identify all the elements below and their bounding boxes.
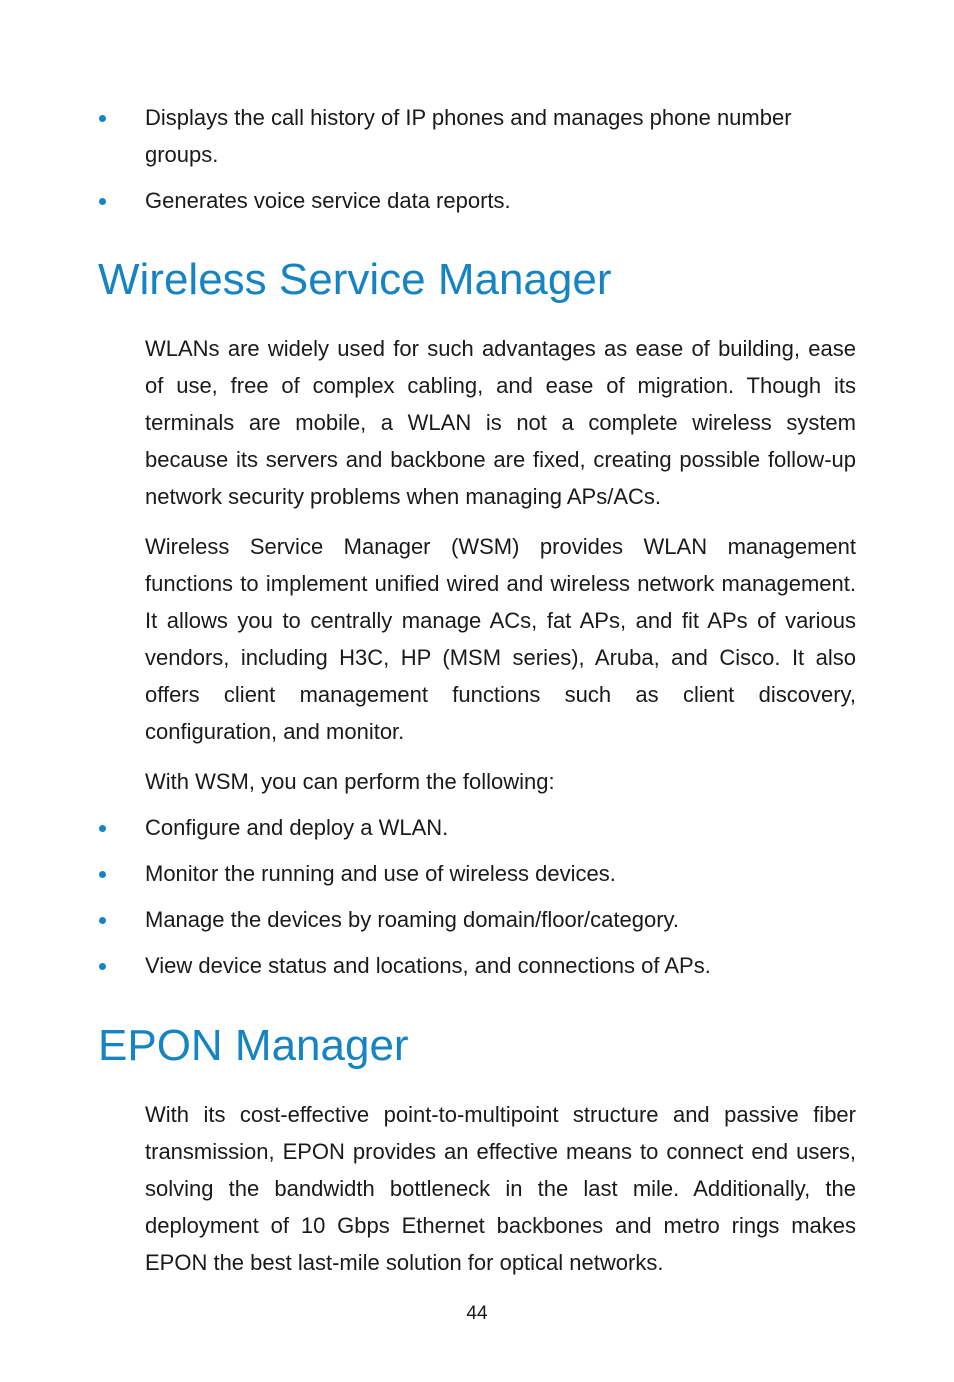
wsm-bullet-list [0, 809, 954, 984]
list-item-text: Configure and deploy a WLAN. [145, 815, 449, 840]
list-item [0, 99, 856, 173]
bullet-icon [99, 963, 106, 970]
list-item-text: Generates voice service data reports. [145, 188, 511, 213]
list-item-text: Manage the devices by roaming domain/floor/category. [145, 907, 679, 932]
wsm-paragraph-intro: WLANs are widely used for such advantages as ease of building, ease of use, free of complex cabling, and ease of migration. Though its terminals are mobile, a WLAN is not a complete wireless system because its servers and backbone are fixed, creating possible follow-up network security problems when managing APs/ACs. [145, 336, 856, 509]
list-item-text: View device status and locations, and connections of APs. [145, 953, 711, 978]
bullet-icon [99, 917, 106, 924]
epon-paragraph: With its cost-effective point-to-multipoint structure and passive fiber transmission, EPON provides an effective means to connect end users, solving the bandwidth bottleneck in the last mile. Additionally, the deployment of 10 Gbps Ethernet backbones and metro rings makes EPON the best last-mile solution for optical networks. [145, 1102, 856, 1275]
bullet-icon [99, 825, 106, 832]
page-number: 44 [466, 1303, 488, 1324]
wsm-paragraph-lead-in: With WSM, you can perform the following: [145, 769, 555, 794]
section-heading-wsm: Wireless Service Manager [98, 255, 612, 304]
list-item-text: Monitor the running and use of wireless devices. [145, 861, 616, 886]
list-item [0, 855, 856, 892]
top-bullet-list [0, 99, 954, 219]
list-item [0, 809, 856, 846]
list-item [0, 182, 856, 219]
bullet-icon [99, 871, 106, 878]
wsm-paragraph-description: Wireless Service Manager (WSM) provides WLAN management functions to implement unified wired and wireless network management. It allows you to centrally manage ACs, fat APs, and fit APs of various vendors, including H3C, HP (MSM series), Aruba, and Cisco. It also offers client management functions such as client discovery, configuration, and monitor. [145, 534, 856, 744]
section-heading-epon: EPON Manager [98, 1021, 409, 1070]
list-item [0, 901, 856, 938]
list-item-text: Displays the call history of IP phones and manages phone number groups. [145, 105, 792, 167]
bullet-icon [99, 115, 106, 122]
bullet-icon [99, 198, 106, 205]
list-item [0, 947, 856, 984]
